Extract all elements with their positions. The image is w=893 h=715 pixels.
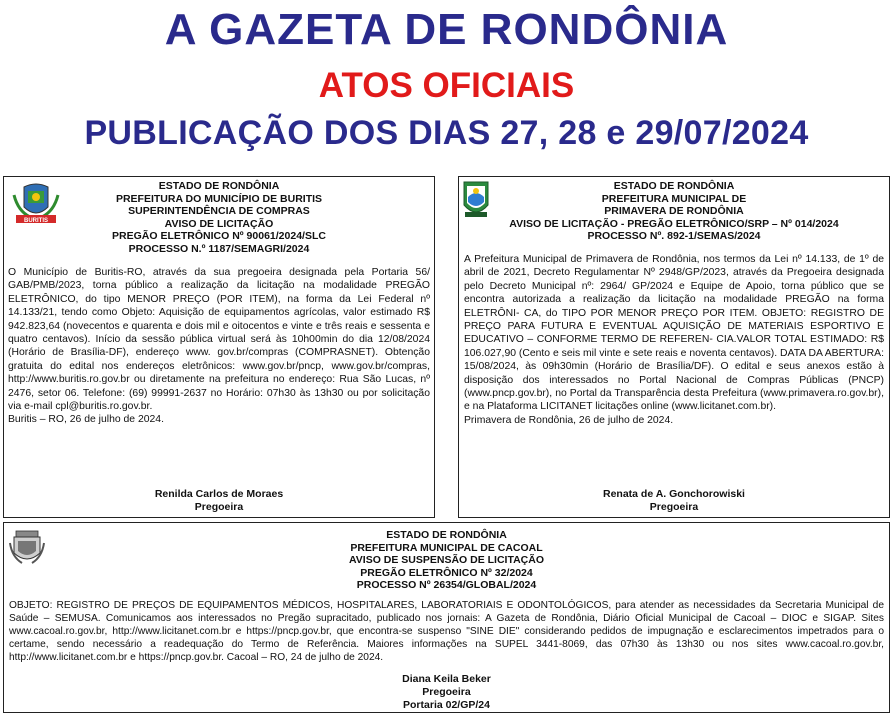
notice-cacoal: [3, 522, 890, 713]
publication-dates: PUBLICAÇÃO DOS DIAS 27, 28 e 29/07/2024: [84, 114, 809, 152]
place-date: Primavera de Rondônia, 26 de julho de 2024.: [464, 414, 674, 426]
header-line: AVISO DE SUSPENSÃO DE LICITAÇÃO: [348, 554, 545, 566]
signer-name: Renata de A. Gonchorowiski: [603, 488, 745, 500]
header-line: PREFEITURA MUNICIPAL DE CACOAL: [350, 541, 543, 554]
signature-block: [464, 488, 884, 514]
notice-body: [464, 253, 884, 427]
header-line: PREGÃO ELETRÔNICO Nº 90061/2024/SLC: [112, 230, 326, 242]
header-line: ESTADO DE RONDÔNIA: [158, 180, 280, 192]
notice-header: [64, 180, 374, 255]
cacoal-coat-of-arms-icon: [8, 529, 46, 567]
signer-name: Diana Keila Beker: [402, 673, 491, 685]
header-line: PREFEITURA DO MUNICÍPIO DE BURITIS: [115, 192, 323, 205]
ordinance: Portaria 02/GP/24: [403, 699, 490, 711]
buritis-coat-of-arms-icon: [10, 181, 62, 227]
header-line: PREFEITURA MUNICIPAL DE: [601, 192, 747, 205]
header-line: AVISO DE LICITAÇÃO: [164, 217, 274, 230]
notice-primavera: [458, 176, 890, 518]
signer-role: Pregoeira: [194, 501, 244, 513]
notice-buritis: [3, 176, 435, 518]
notice-header: [64, 529, 829, 592]
notice-header: [465, 180, 883, 243]
header-line: AVISO DE LICITAÇÃO - PREGÃO ELETRÔNICO/SRP – Nº 014/2024: [509, 217, 839, 230]
notice-text: A Prefeitura Municipal de Primavera de Rondônia, nos termos da Lei nº 14.133, de 1º de abril de 2021, Decreto Regulamentar Nº 2948/GP/2023, através da Pregoeira designada pelo Decreto Municipal nº: 2964/ GP/2024 e Equipe de Apoio, torna público que se encontra autorizada a realização da licitação na modalidade PREGÃO na forma ELETRÔNI- CA, do TIPO POR MENOR PREÇO POR ITEM. OBJETO: REGISTRO DE PREÇO PARA FUTURA E EVENTUAL AQUISIÇÃO DE MATERIAIS ESPORTIVO E EDUCATIVO – CONFORME TERMO DE REFEREN- CIA.VALOR TOTAL ESTIMADO: R$ 106.027,90 (Cento e seis mil vinte e sete reais e noventa centavos). DATA DA ABERTURA: 15/08/2024, às 09h30min (Horário de Brasília/DF). O edital e seus anexos estão à disposição dos interessados no Portal Nacional de Compras Públicas (PNCP) (www.pncp.gov.br), no Portal da Transparência desta Prefeitura (www.primavera.ro.gov.br), e na Plataforma LICITANET licitações online (www.licitanet.com.br).: [464, 254, 884, 413]
section-title: ATOS OFICIAIS: [318, 66, 575, 105]
signer-name: Renilda Carlos de Moraes: [154, 488, 284, 500]
signer-role: Pregoeira: [649, 501, 699, 513]
notice-text: O Município de Buritis-RO, através da sua pregoeira designada pela Portaria 56/ GAB/PMB/2023, torna público a realização da licitação na modalidade PREGÃO ELETRÔNICO, do tipo MENOR PREÇO (POR ITEM), na forma da Lei Federal nº 14.133/21, tendo como Objeto: Aquisição de equipamentos agrícolas, valor estimado R$ 942.823,64 (novecentos e quarenta e dois mil e oitocentos e vinte e três reais e sessenta e quatro centavos). Início da sessão pública virtual será às 10h00min do dia 12/08/2024 (Horário de Brasília-DF), endereço www. gov.br/compras (COMPRASNET). Obtenção gratuita do edital nos endereços eletrônicos: www.gov.br/pncp, www.gov.br/compras, http://www.buritis.ro.gov.br ou diretamente na prefeitura no endereço: Rua São Lucas, nº 2476, setor 06. Telefone: (69) 99991-2637 no Horário: 07h30 às 13h30 ou por solicitação via e-mail cpl@buritis.ro.gov.br.: [8, 267, 430, 413]
header-line: ESTADO DE RONDÔNIA: [386, 529, 507, 541]
header-line: PREGÃO ELETRÔNICO Nº 32/2024: [360, 566, 533, 579]
notice-text: OBJETO: REGISTRO DE PREÇOS DE EQUIPAMENTOS MÉDICOS, HOSPITALARES, LABORATORIAIS E ODONTOLÓGICOS, para atender as necessidades da Secretaria Municipal de Saúde – SEMUSA. Comunicamos aos interessados no Pregão supracitado, publicado nos jornais: A Gazeta de Rondônia, Diário Oficial Municipal de Cacoal – DIOC e SIGAP. Sites www.cacoal.ro.gov.br, http://www.licitanet.com.br e https://pncp.gov.br, que encontra-se suspenso "SINE DIE" considerando pedidos de impugnação e esclarecimentos impetrados para o certame, sendo necessário a readequação do Termo de Referência. Maiores informações na SUPEL 3441-8069, das 07h30 às 13h30 ou nos sites www.cacoal.ro.gov.br, http://www.licitanet.com.br e https://pncp.gov.br. Cacoal – RO, 24 de julho de 2024.: [9, 600, 884, 663]
newspaper-title: A GAZETA DE RONDÔNIA: [164, 5, 729, 54]
signature-block: [9, 673, 884, 712]
header-line: ESTADO DE RONDÔNIA: [613, 180, 735, 192]
signer-role: Pregoeira: [422, 686, 471, 698]
header-line: PRIMAVERA DE RONDÔNIA: [604, 205, 744, 217]
header-line: PROCESSO Nº 26354/GLOBAL/2024: [356, 579, 537, 591]
notice-body: [9, 599, 884, 664]
header-line: PROCESSO N.º 1187/SEMAGRI/2024: [128, 242, 310, 255]
notice-body: [8, 266, 430, 427]
place-date: Buritis – RO, 26 de julho de 2024.: [8, 414, 164, 426]
signature-block: [8, 488, 430, 514]
crest-label: BURITIS: [24, 218, 48, 224]
header-line: PROCESSO Nº. 892-1/SEMAS/2024: [587, 230, 761, 242]
header-line: SUPERINTENDÊNCIA DE COMPRAS: [128, 205, 310, 217]
